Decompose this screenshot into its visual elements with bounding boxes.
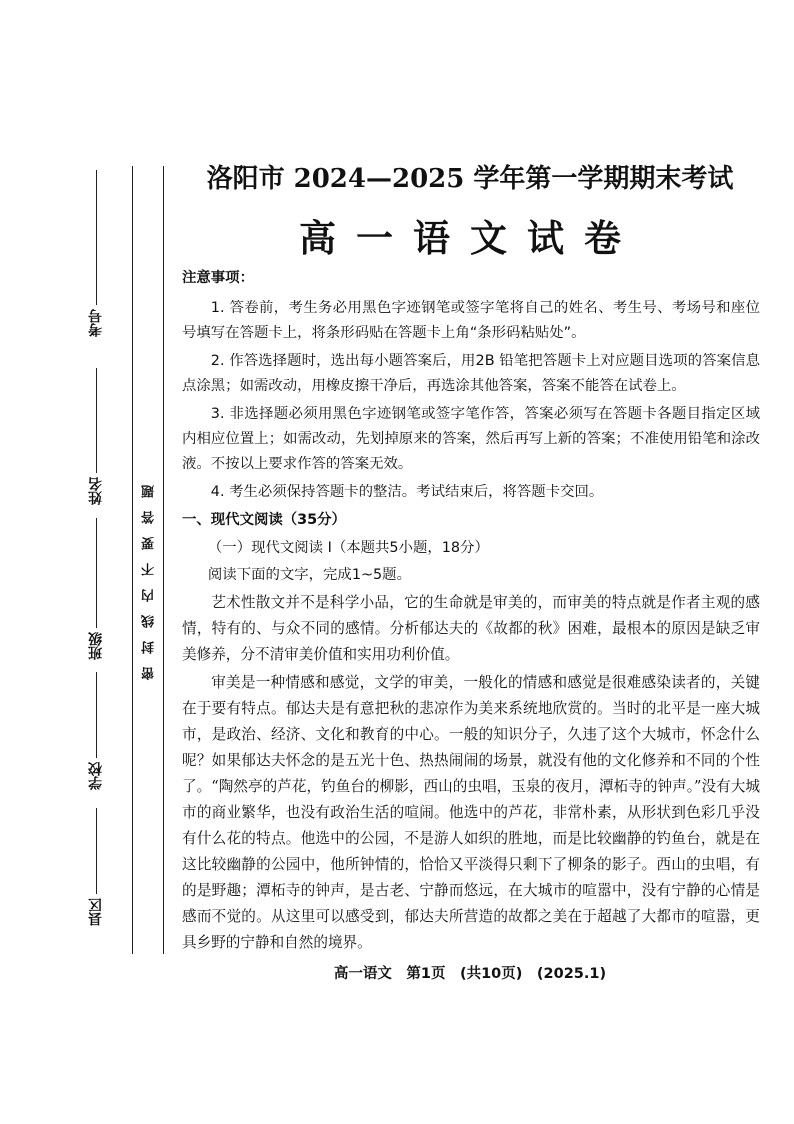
binding-line-inner: [163, 166, 164, 954]
seal-warning: [140, 458, 158, 694]
notice-heading: 注意事项：: [182, 270, 254, 286]
district-label: 县区: [88, 898, 104, 926]
reading-paragraph: 审美是一种情感和感觉，文学的审美，一般化的情感和感觉是很难感染读者的，关键在于要有特点。郁达夫是有意把秋的悲凉作为美来系统地欣赏的。当时的北平是一座大城市，是政治、经济、文化和教育的中心。一般的知识分子，久违了这个大城市，怀念什么呢？如果郁达夫怀念的是五光十色、热热闹闹的场景，就没有他的文化修养和不同的个性了。“陶然亭的芦花，钓鱼台的柳影，西山的虫唱，玉泉的夜月，潭柘寺的钟声。”没有大城市的商业繁华，也没有政治生活的喧闹。他选中的芦花，非常朴素，从形状到色彩几乎没有什么花的特点。他选中的公园，不是游人如织的胜地，而是比较幽静的钓鱼台，就是在这比较幽静的公园中，他所钟情的，恰恰又平淡得只剩下了柳条的影子。西山的虫唱，有的是野趣；潭柘寺的钟声，是古老、宁静而悠远，在大城市的喧嚣中，没有宁静的心情是感而不觉的。从这里可以感受到，郁达夫所营造的故都之美在于超越了大都市的喧嚣，更具乡野的宁静和自然的境界。: [182, 674, 760, 951]
class-blank: [96, 518, 97, 628]
class-label: 班级: [88, 632, 104, 660]
school-blank: [96, 672, 97, 758]
exam-number-blank: [96, 170, 97, 305]
exam-title: 洛阳市 2024—2025 学年第一学期期末考试: [206, 164, 734, 194]
page-footer: 高一语文 第1页 (共10页) (2025.1): [333, 966, 607, 982]
reading-paragraph: 艺术性散文并不是科学小品，它的生命就是审美的，而审美的特点就是作者主观的感情，特有的、与众不同的感情。分析郁达夫的《故都的秋》困难，最根本的原因是缺乏审美修养，分不清审美价值和实用功利价值。: [182, 594, 760, 663]
notice-item: 4. 考生必须保持答题卡的整洁。考试结束后，将答题卡交回。: [210, 484, 604, 500]
school-field: [82, 672, 110, 790]
section-heading: 一、现代文阅读（35分）: [182, 512, 346, 528]
notice-item: 2. 作答选择题时，选出每小题答案后，用2B 铅笔把答题卡上对应题目选项的答案信息点涂黑；如需改动，用橡皮擦干净后，再选涂其他答案，答案不能答在试卷上。: [182, 353, 760, 394]
exam-content: [182, 266, 760, 958]
district-blank: [96, 808, 97, 894]
paper-title: 高一语文试卷: [299, 216, 641, 260]
notice-item: 1. 答卷前，考生务必用黑色字迹钢笔或签字笔将自己的姓名、考生号、考场号和座位号填写在答题卡上，将条形码贴在答题卡上角“条形码粘贴处”。: [182, 300, 760, 341]
district-field: [82, 808, 110, 926]
binding-line-outer: [132, 166, 133, 954]
seal-warning-text: 密封线内不要答题: [141, 472, 157, 680]
reading-instruction: 阅读下面的文字，完成1~5题。: [207, 567, 411, 583]
subsection-heading: （一）现代文阅读 I（本题共5小题，18分）: [207, 540, 489, 556]
name-label: 姓名: [88, 477, 104, 505]
exam-number-label: 考号: [88, 309, 104, 337]
notice-item: 3. 非选择题必须用黑色字迹钢笔或签字笔作答，答案必须写在答题卡各题目指定区域内相应位置上；如需改动，先划掉原来的答案，然后再写上新的答案；不准使用铅笔和涂改液。不按以上要求作答的答案无效。: [182, 406, 760, 472]
name-field: [82, 368, 110, 505]
class-field: [82, 518, 110, 660]
exam-number-field: [82, 170, 110, 337]
name-blank: [96, 368, 97, 473]
school-label: 学校: [88, 762, 104, 790]
